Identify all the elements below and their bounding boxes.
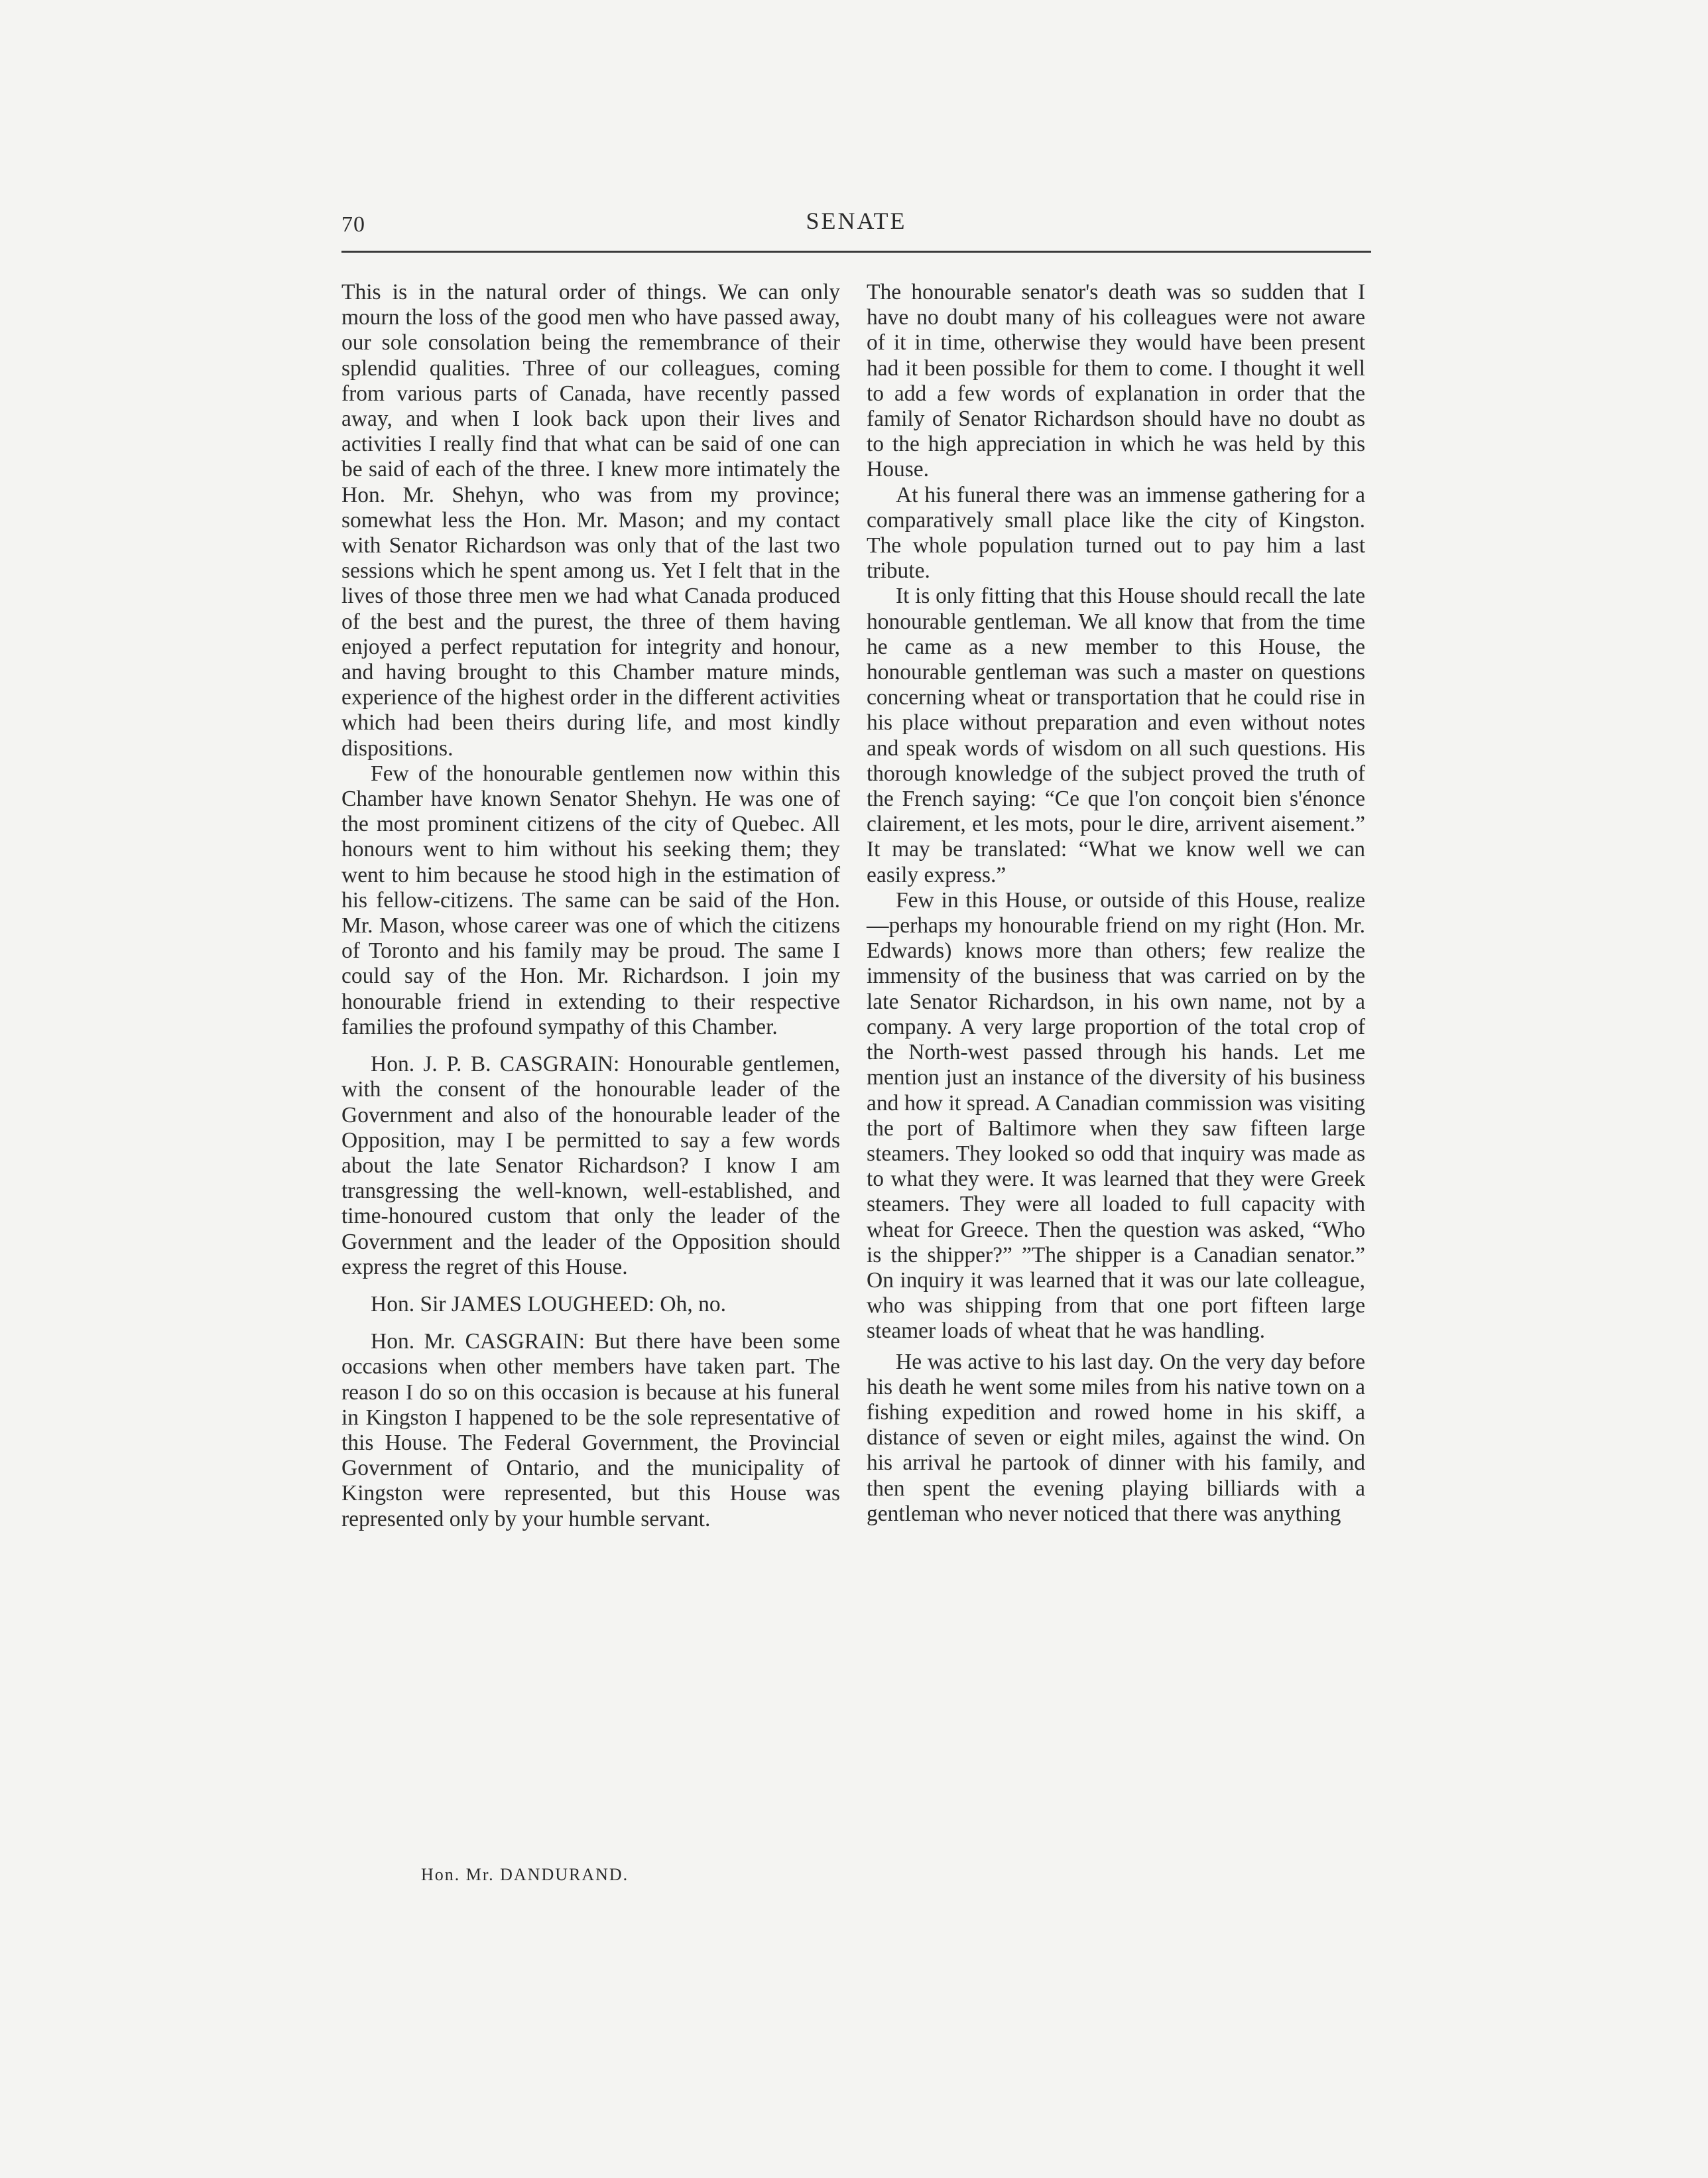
page-number: 70 <box>341 212 365 237</box>
speech-paragraph: Hon. J. P. B. CASGRAIN: Honourable gentlemen, with the consent of the honourable leader of the Government and also of the honourable leader of the Opposition, may I be permitted to say a few words about the late Senator Richardson? I know I am transgressing the well-known, well-established, and time-honoured custom that only the leader of the Government and the leader of the Opposition should express the regret of this House. <box>341 1052 840 1279</box>
paragraph: It is only fitting that this House should recall the late honourable gentleman. We all know that from the time he came as a new member to this House, the honourable gentleman was such a master on questions concerning wheat or transportation that he could rise in his place without preparation and even without notes and speak words of wisdom on all such questions. His thorough knowledge of the subject proved the truth of the French saying: “Ce que l'on conçoit bien s'énonce clairement, et les mots, pour le dire, arrivent aisement.” It may be translated: “What we know well we can easily express.” <box>867 584 1365 887</box>
paragraph: Few of the honourable gentlemen now within this Chamber have known Senator Shehyn. He was one of the most prominent citizens of the city of Quebec. All honours went to him without his seeking them; they went to him because he stood high in the estimation of his fellow-citizens. The same can be said of the Hon. Mr. Mason, whose career was one of which the citizens of Toronto and his family may be proud. The same I could say of the Hon. Mr. Richardson. I join my honourable friend in extending to their respective families the profound sympathy of this Chamber. <box>341 761 840 1039</box>
header-rule <box>341 251 1371 253</box>
page-header <box>341 207 1371 253</box>
paragraph: Few in this House, or outside of this House, realize—perhaps my honourable friend on my right (Hon. Mr. Edwards) knows more than others; few realize the immensity of the business that was carried on by the late Senator Richardson, in his own name, not by a company. A very large proportion of the total crop of the North-west passed through his hands. Let me mention just an instance of the diversity of his business and how it spread. A Canadian commission was visiting the port of Baltimore when they saw fifteen large steamers. They looked so odd that inquiry was made as to what they were. It was learned that they were Greek steamers. They were all loaded to full capacity with wheat for Greece. Then the question was asked, “Who is the shipper?” ”The shipper is a Canadian senator.” On inquiry it was learned that it was our late colleague, who was shipping from that one port fifteen large steamer loads of wheat that he was handling. <box>867 887 1365 1344</box>
running-head: SENATE <box>806 208 907 234</box>
paragraph: He was active to his last day. On the very day before his death he went some miles from his native town on a fishing expedition and rowed home in his skiff, a distance of seven or eight miles, against the wind. On his arrival he partook of dinner with his family, and then spent the evening playing billiards with a gentleman who never noticed that there was anything <box>867 1349 1365 1526</box>
left-column <box>341 280 840 1532</box>
speech-paragraph: Hon. Sir JAMES LOUGHEED: Oh, no. <box>371 1291 726 1316</box>
paragraph: This is in the natural order of things. We can only mourn the loss of the good men who have passed away, our sole consolation being the remembrance of their splendid qualities. Three of our colleagues, coming from various parts of Canada, have recently passed away, and when I look back upon their lives and activities I really find that what can be said of one can be said of each of the three. I knew more intimately the Hon. Mr. Shehyn, who was from my province; somewhat less the Hon. Mr. Mason; and my contact with Senator Richardson was only that of the last two sessions which he spent among us. Yet I felt that in the lives of those three men we had what Canada produced of the best and the purest, the three of them having enjoyed a perfect reputation for integrity and honour, and having brought to this Chamber mature minds, experience of the highest order in the different activities which had been theirs during life, and most kindly dispositions. <box>341 280 840 761</box>
right-column <box>867 280 1365 1527</box>
speech-paragraph: Hon. Mr. CASGRAIN: But there have been some occasions when other members have taken part. The reason I do so on this occasion is because at his funeral in Kingston I happened to be the sole representative of this House. The Federal Government, the Provincial Government of Ontario, and the municipality of Kingston were represented, but this House was represented only by your humble servant. <box>341 1329 840 1531</box>
footer-speaker: Hon. Mr. DANDURAND. <box>421 1865 629 1884</box>
paragraph: The honourable senator's death was so sudden that I have no doubt many of his colleagues were not aware of it in time, otherwise they would have been present had it been possible for them to come. I thought it well to add a few words of explanation in order that the family of Senator Richardson should have no doubt as to the high appreciation in which he was held by this House. <box>867 280 1365 482</box>
paragraph: At his funeral there was an immense gathering for a comparatively small place like the city of Kingston. The whole population turned out to pay him a last tribute. <box>867 482 1365 584</box>
